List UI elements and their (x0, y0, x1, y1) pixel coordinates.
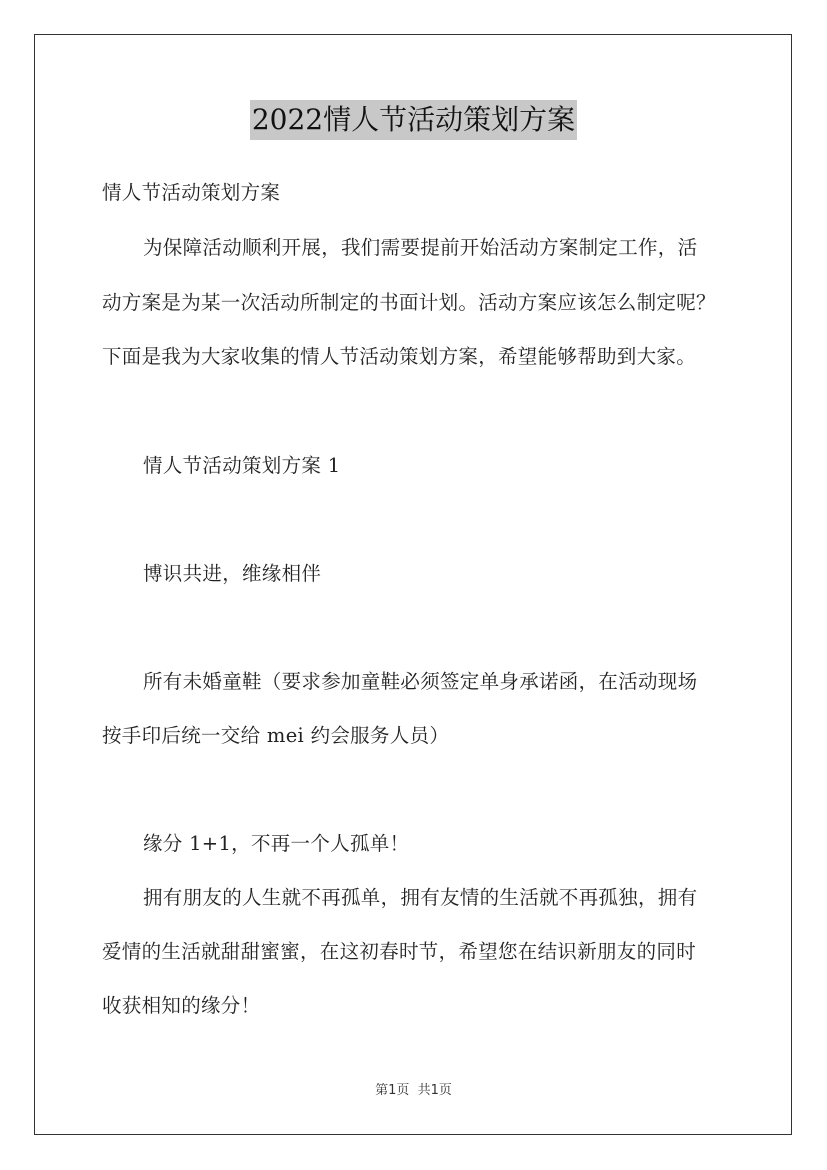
paragraph-line: 收获相知的缘分！ (102, 994, 261, 1017)
slogan-line: 博识共进，维缘相伴 (143, 562, 322, 585)
page-footer (0, 1082, 827, 1100)
page-total: 共1页 (417, 1083, 452, 1098)
paragraph-line: 按手印后统一交给 mei 约会服务人员） (102, 724, 450, 747)
document-title: 2022情人节活动策划方案 (250, 100, 577, 140)
page-number: 第1页 (375, 1083, 410, 1098)
paragraph-line: 所有未婚童鞋（要求参加童鞋必须签定单身承诺函，在活动现场 (143, 670, 698, 693)
section-heading: 情人节活动策划方案 1 (143, 454, 341, 477)
paragraph-line: 动方案是为某一次活动所制定的书面计划。活动方案应该怎么制定呢？ (102, 291, 716, 314)
paragraph-line: 爱情的生活就甜甜蜜蜜，在这初春时节，希望您在结识新朋友的同时 (102, 940, 697, 963)
paragraph-line: 拥有朋友的人生就不再孤单，拥有友情的生活就不再孤独，拥有 (143, 886, 698, 909)
paragraph-line: 为保障活动顺利开展，我们需要提前开始活动方案制定工作，活 (143, 236, 698, 259)
title-container (0, 100, 827, 140)
paragraph-line: 下面是我为大家收集的情人节活动策划方案，希望能够帮助到大家。 (102, 345, 697, 368)
slogan-line: 缘分 1+1，不再一个人孤单！ (143, 832, 410, 855)
subtitle: 情人节活动策划方案 (102, 181, 281, 204)
